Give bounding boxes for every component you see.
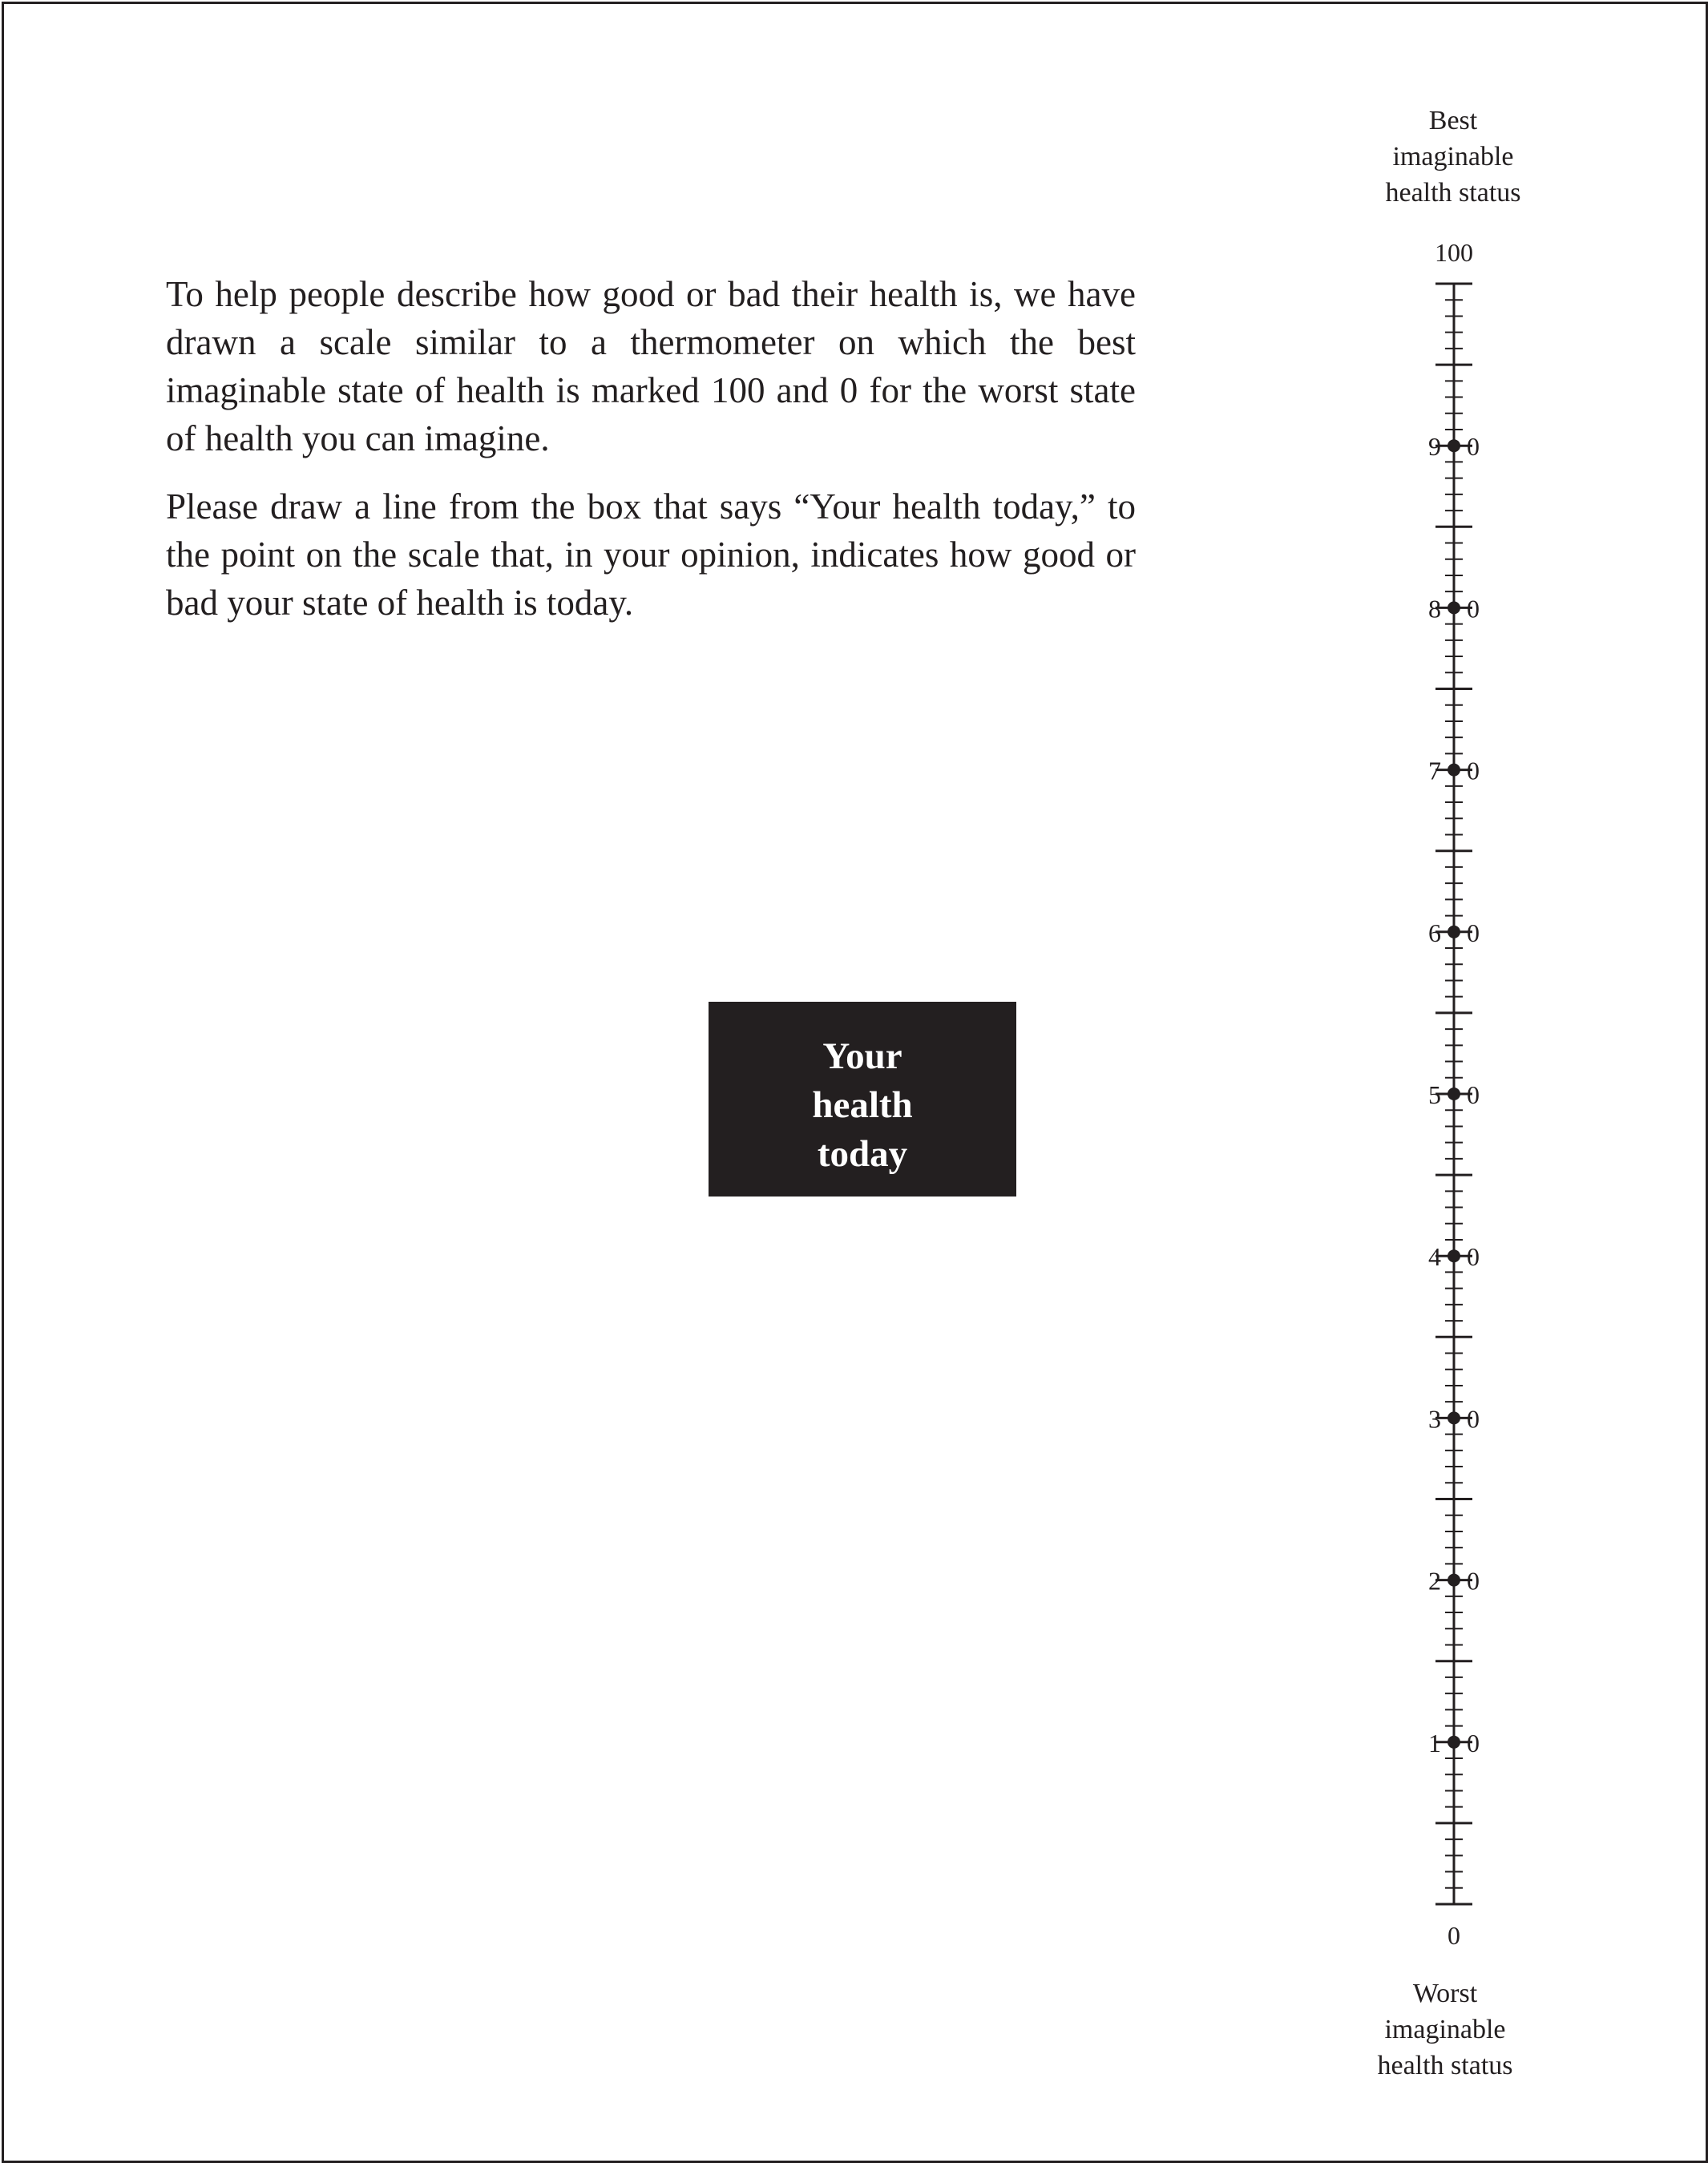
best-label-line-2: imaginable: [1392, 142, 1514, 172]
scale-tick-label-right: 0: [1467, 918, 1480, 947]
health-box-line-3: today: [817, 1133, 908, 1175]
scale-tick-label-left: 7: [1428, 756, 1441, 785]
scale-dot: [1448, 601, 1460, 614]
scale-tick-label-left: 4: [1428, 1242, 1441, 1272]
scale-tick-label-right: 0: [1467, 594, 1480, 623]
scale-dot: [1448, 764, 1460, 777]
scale-tick-label-right: 0: [1467, 1566, 1480, 1596]
scale-dot: [1448, 1411, 1460, 1424]
scale-min-label: 0: [1448, 1921, 1460, 1950]
worst-label-line-1: Worst: [1412, 1979, 1478, 2008]
scale-tick-label-right: 0: [1467, 1404, 1480, 1434]
scale-tick-label-right: 0: [1467, 1728, 1480, 1757]
scale-dot: [1448, 1088, 1460, 1100]
scale-tick-label-left: 2: [1428, 1566, 1441, 1596]
scale-tick-label-left: 5: [1428, 1080, 1441, 1109]
scale-tick-label-left: 6: [1428, 918, 1441, 947]
scale-tick-label-left: 8: [1428, 594, 1441, 623]
scale-dot: [1448, 1736, 1460, 1749]
scale-dot: [1448, 1249, 1460, 1262]
scale-tick-label-left: 9: [1428, 432, 1441, 462]
best-label-line-3: health status: [1385, 178, 1521, 208]
worst-label-line-2: imaginable: [1384, 2015, 1506, 2044]
scale-tick-label-right: 0: [1467, 1242, 1480, 1272]
scale-max-label: 100: [1435, 238, 1473, 267]
health-box-line-1: Your: [822, 1035, 902, 1077]
health-box-line-2: health: [812, 1084, 913, 1126]
scale-tick-label-right: 0: [1467, 756, 1480, 785]
scale-tick-label-right: 0: [1467, 432, 1480, 462]
scale-dot: [1448, 1574, 1460, 1587]
scale-tick-label-right: 0: [1467, 1080, 1480, 1109]
instructions-paragraph-1: To help people describe how good or bad their health is, we have drawn a scale similar to a thermometer on which the best imaginable state of health is marked 100 and 0 for the worst state of health you can imagine.: [166, 274, 1136, 458]
scale-dot: [1448, 439, 1460, 452]
scale-tick-label-left: 3: [1428, 1404, 1441, 1434]
scale-dot: [1448, 926, 1460, 938]
instructions-paragraph-2: Please draw a line from the box that says “Your health today,” to the point on the scale that, in your opinion, indicates how good or bad your state of health is today.: [166, 486, 1136, 623]
best-label-line-1: Best: [1428, 106, 1478, 135]
worst-label-line-3: health status: [1377, 2051, 1513, 2080]
scale-tick-label-left: 1: [1428, 1728, 1441, 1757]
